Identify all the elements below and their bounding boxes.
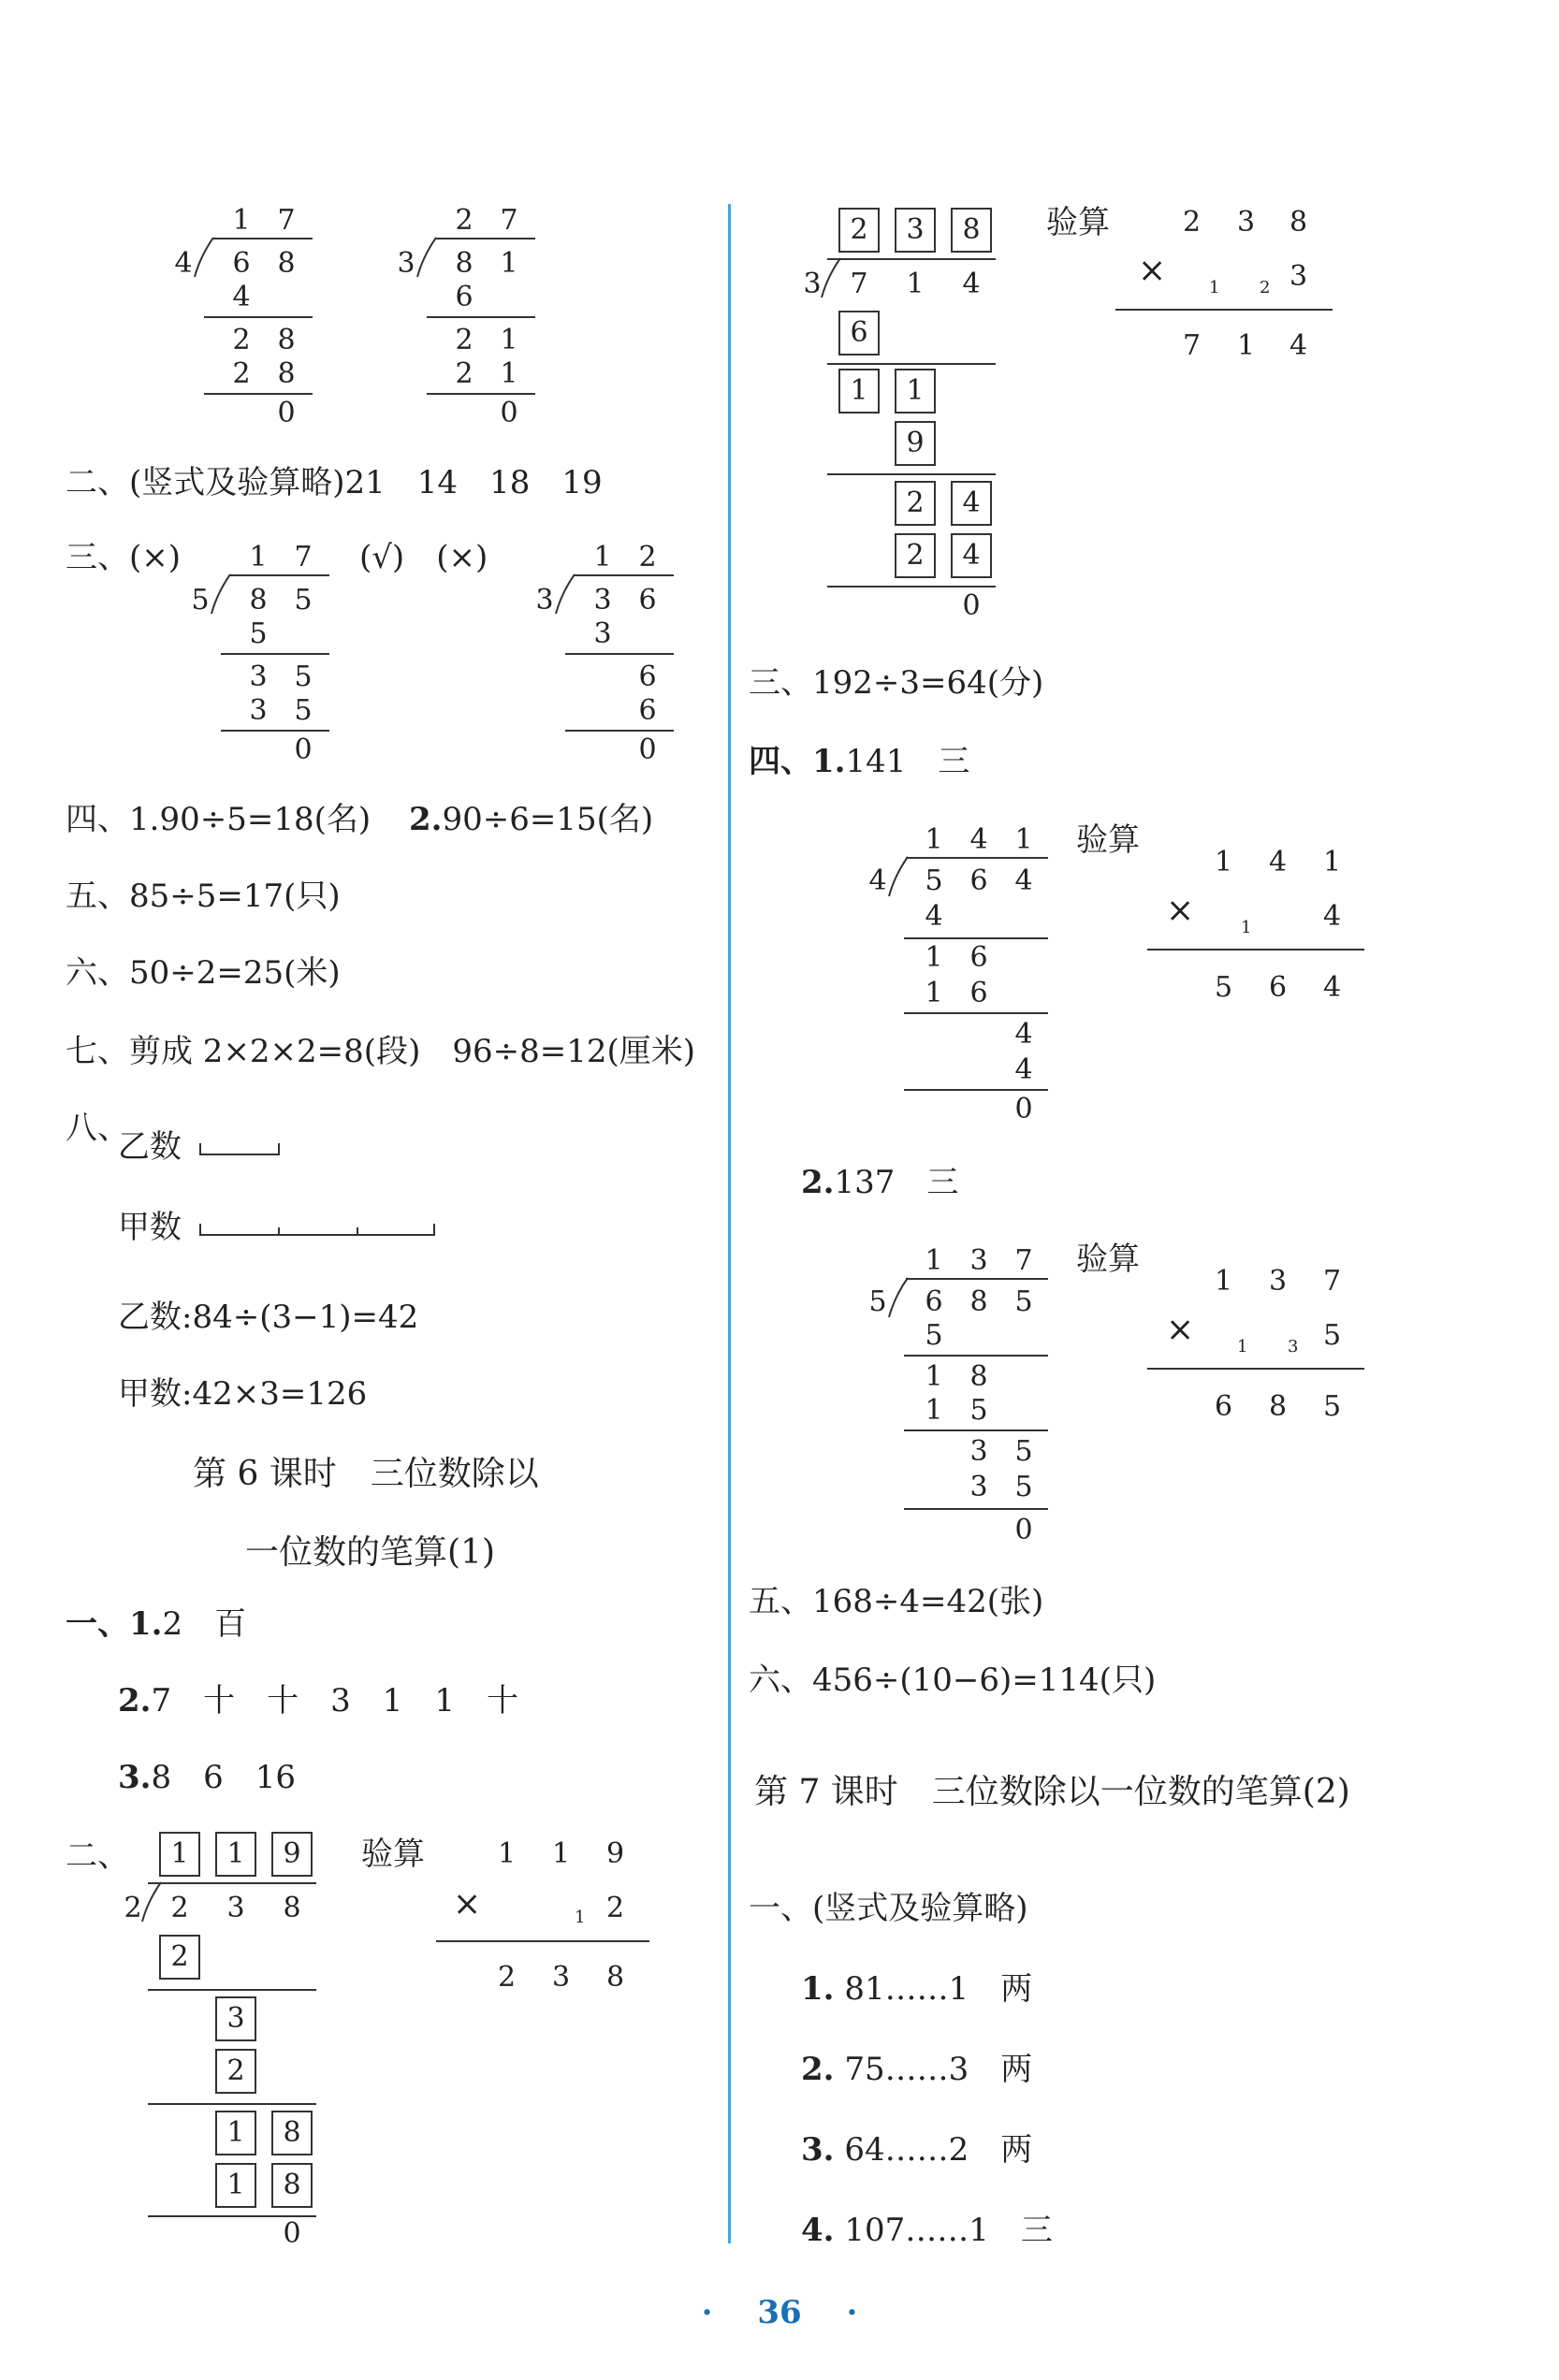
s1-value: 2 百 [162,1605,247,1643]
lesson6-title-line2: 一位数的笔算(1) [245,1533,495,1572]
quotient-box: 3 [895,208,936,253]
remainder-digit: 2 [455,324,474,356]
item-value: 107……1 三 [844,2212,1053,2249]
factor-digit: 1 [1323,846,1342,878]
subtrahend-digit: 5 [1014,1471,1033,1503]
check-multiplication-141x4 [1147,846,1372,1014]
check-multiplication-238x3 [1115,206,1340,374]
check-multiplication-137x5 [1147,1265,1372,1433]
dot-icon: · [701,2294,713,2331]
remainder-digit: 1 [925,1360,943,1393]
answer-r-q4-2 [801,1164,958,1201]
remainder-digit: 6 [969,941,988,974]
times-icon: × [1166,892,1195,930]
final-remainder: 0 [283,2217,301,2250]
product-digit: 2 [498,1961,517,1994]
s1-2-value: 7 十 十 3 1 1 十 [151,1682,519,1720]
s1-2-label: 2. [118,1682,152,1720]
remainder-digit: 1 [500,324,518,356]
column-separator [728,204,731,2243]
subtrahend-box: 1 [215,2163,256,2208]
remainder-box: 1 [215,2111,256,2155]
answer-q7: 七、剪成 2×2×2=8(段) 96÷8=12(厘米) [66,1033,695,1070]
dividend-digit: 7 [850,268,868,300]
carry-digit: 1 [1209,278,1220,298]
subtrahend-digit: 1 [925,1394,943,1427]
q4-part2-label: 2. [408,801,443,838]
factor-digit: 1 [1215,846,1233,878]
carry-digit: 1 [1237,1337,1248,1357]
product-digit: 8 [606,1961,625,1994]
final-remainder: 0 [277,397,296,429]
answer-r-q6: 六、456÷(10−6)=114(只) [749,1662,1157,1699]
remainder-digit: 8 [969,1360,988,1393]
quotient-digit: 3 [969,1244,988,1277]
dividend-digit: 3 [226,1892,245,1924]
factor-digit: 2 [1183,206,1202,239]
subtrahend-digit: 3 [249,694,268,727]
dividend-digit: 5 [925,864,943,897]
lesson6-title-line1: 第 6 课时 三位数除以 [193,1455,539,1493]
check-label: 验算 [1076,821,1140,859]
product-digit: 1 [1237,329,1256,362]
dividend-digit: 4 [962,268,981,300]
s1-label: 一、1. [66,1605,163,1643]
answer-r-q5: 五、168÷4=42(张) [749,1583,1044,1620]
times-icon: × [453,1885,482,1923]
product-digit: 6 [1269,971,1288,1004]
factor-digit: 1 [552,1837,571,1870]
segment-label-yi: 乙数 [118,1128,182,1166]
product-digit: 3 [552,1961,571,1994]
subtrahend-digit: 1 [925,977,943,1009]
carry-digit: 3 [1288,1337,1299,1357]
quotient-box: 1 [159,1832,200,1877]
times-icon: × [1166,1311,1195,1349]
remainder-digit: 8 [277,324,296,356]
factor-digit: 3 [1237,206,1256,239]
remainder-box: 2 [895,481,936,526]
remainder-digit: 5 [294,660,313,693]
final-remainder: 0 [638,733,657,766]
remainder-digit: 3 [969,1435,988,1468]
dividend-digit: 5 [294,584,313,617]
r-s1-item4 [801,2212,1053,2249]
segment-diagram-jia [198,1218,438,1241]
carry-digit: 1 [575,1908,586,1927]
dot-icon: · [846,2294,858,2331]
dividend-digit: 2 [170,1892,189,1924]
q4-part2: 90÷6=15(名) [442,801,654,838]
quotient-digit: 1 [925,1244,943,1277]
quotient-digit: 7 [294,541,313,573]
quotient-digit: 1 [593,541,612,573]
product-digit: 4 [1323,971,1342,1004]
factor-digit: 1 [498,1837,517,1870]
subtrahend-box: 2 [159,1935,200,1980]
factor-digit: 8 [1289,206,1308,239]
multiplier: 2 [606,1892,625,1924]
subtrahend-box: 6 [838,311,880,356]
subtrahend-digit: 8 [277,357,296,390]
quotient-digit: 2 [638,541,657,573]
answer-q8-jia: 甲数:42×3=126 [118,1375,368,1413]
final-remainder: 0 [1014,1514,1033,1546]
subtrahend: 3 [593,617,612,650]
product-digit: 7 [1183,329,1202,362]
quotient-box: 9 [271,1832,313,1877]
subtrahend-digit: 6 [969,977,988,1009]
subtrahend: 4 [925,900,943,933]
page-number-value: 36 [757,2294,802,2331]
subtrahend-digit: 5 [294,694,313,727]
answer-q8-yi: 乙数:84÷(3−1)=42 [118,1299,419,1336]
product-digit: 6 [1215,1390,1233,1423]
final-remainder: 0 [1014,1093,1033,1125]
factor-digit: 4 [1269,846,1288,878]
subtrahend-digit: 1 [500,357,518,390]
subtrahend: 6 [455,281,474,313]
subtrahend-digit: 6 [638,694,657,727]
answer-q3-prefix: 三、(×) [66,539,182,576]
remainder-box: 1 [838,369,880,414]
remainder-box: 4 [951,481,992,526]
quotient-digit: 7 [500,204,518,237]
q4-2-value: 137 三 [834,1164,959,1201]
multiplier: 3 [1289,260,1308,293]
final-remainder: 0 [294,733,313,766]
dividend-digit: 8 [455,247,474,280]
quotient-box: 2 [838,208,880,253]
remainder-digit: 4 [1014,1018,1033,1051]
dividend-digit: 8 [277,247,296,280]
remainder-box: 3 [215,1996,256,2041]
quotient-digit: 1 [232,204,251,237]
answer-r-q4-1 [749,743,969,780]
final-remainder: 0 [500,397,518,429]
multiplier: 4 [1323,900,1342,933]
answer-q6: 六、50÷2=25(米) [66,954,341,992]
divisor: 5 [191,584,210,617]
quotient-digit: 1 [1014,823,1033,856]
item-value: 81……1 两 [844,1970,1033,2008]
factor-digit: 9 [606,1837,625,1870]
dividend-digit: 6 [969,864,988,897]
item-number: 3. [801,2131,835,2169]
remainder-digit: 2 [232,324,251,356]
carry-digit: 2 [1260,278,1271,298]
final-remainder: 0 [962,589,981,622]
remainder-digit: 5 [1014,1435,1033,1468]
divisor: 5 [868,1285,887,1318]
lesson7-title: 第 7 课时 三位数除以一位数的笔算(2) [754,1773,1350,1811]
product-digit: 8 [1269,1390,1288,1423]
check-label: 验算 [1076,1241,1140,1278]
quotient-digit: 4 [969,823,988,856]
remainder-box: 8 [271,2111,313,2155]
item-value: 75……3 两 [844,2051,1033,2088]
answer-q8-label: 八、 [66,1110,129,1147]
multiplier: 5 [1323,1319,1342,1352]
subtrahend-digit: 5 [969,1394,988,1427]
item-number: 4. [801,2212,835,2249]
dividend-digit: 8 [283,1892,301,1924]
divisor: 3 [397,247,415,280]
carry-digit: 1 [1241,918,1252,937]
product-digit: 5 [1215,971,1233,1004]
subtrahend-box: 2 [215,2049,256,2094]
s2-label: 二、 [66,1837,129,1875]
check-multiplication-119x2 [436,1834,661,2002]
subtrahend-box: 4 [951,533,992,578]
subtrahend-box: 9 [895,421,936,466]
dividend-digit: 1 [500,247,518,280]
check-label: 验算 [361,1836,425,1873]
dividend-digit: 1 [906,268,925,300]
dividend-digit: 6 [638,584,657,617]
s1-item3 [118,1759,296,1796]
subtrahend-digit: 2 [232,357,251,390]
subtrahend-box: 2 [895,533,936,578]
dividend-digit: 8 [249,584,268,617]
item-value: 64……2 两 [844,2131,1033,2169]
q4-label: 四、1. [749,743,846,780]
quotient-box: 8 [951,208,992,253]
remainder-digit: 1 [925,941,943,974]
answer-q2: 二、(竖式及验算略)21 14 18 19 [66,464,603,501]
r-s1: 一、(竖式及验算略) [749,1890,1028,1927]
q4-1-value: 141 三 [845,743,970,780]
answer-q5: 五、85÷5=17(只) [66,878,341,915]
dividend-digit: 8 [969,1285,988,1318]
dividend-digit: 4 [1014,864,1033,897]
check-label: 验算 [1046,204,1110,241]
factor-digit: 1 [1215,1265,1233,1298]
s1-item1 [66,1605,246,1643]
divisor: 2 [124,1892,142,1924]
answer-q3-mid: (√) (×) [359,539,488,576]
r-s1-item3 [801,2131,1032,2169]
dividend-digit: 6 [232,247,251,280]
quotient-digit: 1 [249,541,268,573]
divisor: 4 [868,864,887,897]
dividend-digit: 6 [925,1285,943,1318]
product-digit: 5 [1323,1390,1342,1423]
s1-item2 [118,1682,518,1720]
segment-diagram-yi [198,1138,283,1160]
subtrahend-box: 8 [271,2163,313,2208]
item-number: 1. [801,1970,835,2008]
remainder-box: 1 [895,369,936,414]
answer-r-q3: 三、192÷3=64(分) [749,664,1044,702]
quotient-box: 1 [215,1832,256,1877]
subtrahend-digit: 2 [455,357,474,390]
subtrahend-digit: 4 [1014,1053,1033,1086]
s1-3-label: 3. [118,1759,152,1796]
q4-part1: 90÷5=18(名) [159,801,372,838]
answer-q4 [66,801,653,838]
item-number: 2. [801,2051,835,2088]
subtrahend-digit: 3 [969,1471,988,1503]
divisor: 3 [803,268,822,300]
q4-2-label: 2. [801,1164,835,1201]
quotient-digit: 7 [1014,1244,1033,1277]
dividend-digit: 3 [593,584,612,617]
product-digit: 4 [1289,329,1308,362]
quotient-digit: 1 [925,823,943,856]
r-s1-item2 [801,2051,1032,2088]
segment-label-jia: 甲数 [118,1209,182,1246]
quotient-digit: 7 [277,204,296,237]
q4-label: 四、1. [66,801,160,838]
remainder-digit: 3 [249,660,268,693]
subtrahend: 5 [249,617,268,650]
subtrahend: 5 [925,1319,943,1352]
divisor: 3 [535,584,554,617]
remainder-digit: 6 [638,660,657,693]
s1-3-value: 8 6 16 [151,1759,297,1796]
dividend-digit: 5 [1014,1285,1033,1318]
factor-digit: 3 [1269,1265,1288,1298]
r-s1-item1 [801,1970,1032,2008]
times-icon: × [1138,252,1167,290]
page-number [0,2294,1559,2331]
quotient-digit: 2 [455,204,474,237]
divisor: 4 [174,247,193,280]
subtrahend: 4 [232,281,251,313]
factor-digit: 7 [1323,1265,1342,1298]
